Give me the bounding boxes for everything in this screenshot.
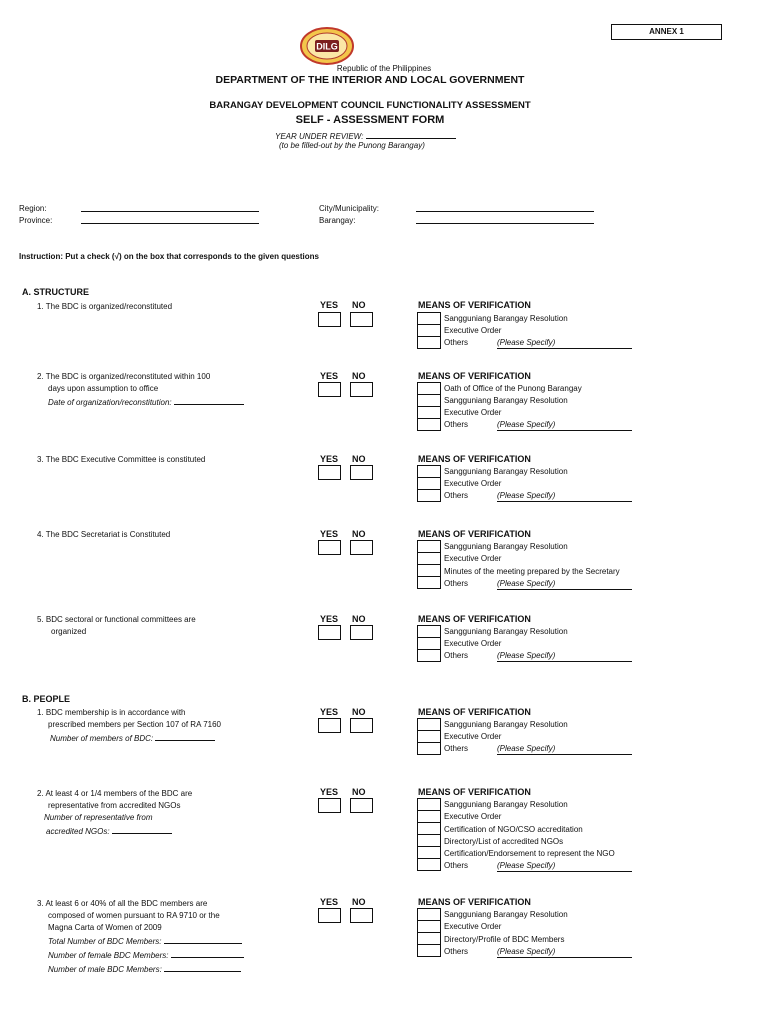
verification-option: Others [444, 338, 469, 347]
annex-label: ANNEX 1 [611, 24, 722, 40]
means-header: MEANS OF VERIFICATION [418, 371, 531, 381]
region-label: Region: [19, 204, 47, 213]
verification-checkbox[interactable] [417, 418, 441, 431]
verification-option: Sangguniang Barangay Resolution [444, 910, 568, 919]
yes-checkbox[interactable] [318, 625, 341, 640]
verification-option: Executive Order [444, 479, 502, 488]
specify-field[interactable] [497, 744, 632, 755]
please-specify: (Please Specify) [497, 651, 556, 660]
no-label: NO [352, 371, 366, 381]
barangay-label: Barangay: [319, 216, 356, 225]
specify-field[interactable] [497, 579, 632, 590]
verification-option: Sangguniang Barangay Resolution [444, 542, 568, 551]
yes-label: YES [320, 529, 339, 539]
yes-label: YES [320, 371, 339, 381]
no-checkbox[interactable] [350, 798, 373, 813]
ngo-field[interactable] [112, 824, 172, 834]
yes-label: YES [320, 787, 339, 797]
verification-option: Minutes of the meeting prepared by the Secretary [444, 567, 620, 576]
ngo-label: Number of representative from [44, 813, 153, 822]
verification-option: Oath of Office of the Punong Barangay [444, 384, 582, 393]
specify-field[interactable] [497, 420, 632, 431]
please-specify: (Please Specify) [497, 744, 556, 753]
no-checkbox[interactable] [350, 625, 373, 640]
means-header: MEANS OF VERIFICATION [418, 529, 531, 539]
question-text: prescribed members per Section 107 of RA 7160 [48, 720, 221, 729]
specify-field[interactable] [497, 338, 632, 349]
question-a3 [37, 454, 205, 466]
verification-option: Others [444, 651, 469, 660]
question-text: 2. At least 4 or 1/4 members of the BDC are [37, 789, 193, 798]
year-under-review[interactable] [275, 129, 456, 141]
male-members-field[interactable] [164, 962, 241, 972]
question-text: Magna Carta of Women of 2009 [48, 923, 162, 932]
question-text: organized [51, 627, 87, 636]
total-members-label: Total Number of BDC Members: [48, 937, 162, 946]
no-label: NO [352, 707, 366, 717]
yes-checkbox[interactable] [318, 312, 341, 327]
verification-checkbox[interactable] [417, 336, 441, 349]
verification-checkbox[interactable] [417, 649, 441, 662]
no-checkbox[interactable] [350, 465, 373, 480]
verification-checkbox[interactable] [417, 489, 441, 502]
means-header: MEANS OF VERIFICATION [418, 897, 531, 907]
yes-checkbox[interactable] [318, 382, 341, 397]
members-field-row[interactable] [37, 731, 221, 745]
year-field[interactable] [366, 129, 456, 139]
no-label: NO [352, 529, 366, 539]
date-field[interactable] [174, 395, 244, 405]
dilg-seal-icon [299, 26, 355, 66]
please-specify: (Please Specify) [497, 420, 556, 429]
no-checkbox[interactable] [350, 540, 373, 555]
question-text: representative from accredited NGOs [48, 801, 181, 810]
question-text: days upon assumption to office [48, 384, 159, 393]
question-b2 [37, 788, 192, 838]
question-text: 2. The BDC is organized/reconstituted within 100 [37, 372, 211, 381]
verification-option: Others [444, 861, 469, 870]
barangay-field[interactable] [416, 213, 594, 224]
yes-checkbox[interactable] [318, 718, 341, 733]
date-field-row[interactable] [37, 395, 244, 409]
filled-by-note: (to be filled-out by the Punong Barangay) [279, 141, 425, 150]
yes-label: YES [320, 707, 339, 717]
question-a2 [37, 371, 244, 409]
verification-option: Others [444, 420, 469, 429]
male-field-row[interactable] [37, 962, 244, 976]
date-label: Date of organization/reconstitution: [48, 398, 172, 407]
verification-option: Executive Order [444, 639, 502, 648]
province-field[interactable] [81, 213, 259, 224]
please-specify: (Please Specify) [497, 491, 556, 500]
verification-option: Others [444, 947, 469, 956]
question-a1 [37, 301, 172, 313]
verification-option: Sangguniang Barangay Resolution [444, 800, 568, 809]
region-field[interactable] [81, 201, 259, 212]
specify-field[interactable] [497, 651, 632, 662]
verification-option: Sangguniang Barangay Resolution [444, 396, 568, 405]
year-label: YEAR UNDER REVIEW: [275, 132, 364, 141]
no-checkbox[interactable] [350, 718, 373, 733]
means-header: MEANS OF VERIFICATION [418, 707, 531, 717]
no-label: NO [352, 897, 366, 907]
members-field[interactable] [155, 731, 215, 741]
yes-label: YES [320, 300, 339, 310]
yes-label: YES [320, 454, 339, 464]
question-a5 [37, 614, 196, 638]
no-checkbox[interactable] [350, 908, 373, 923]
form-title: SELF - ASSESSMENT FORM [295, 114, 445, 126]
yes-checkbox[interactable] [318, 908, 341, 923]
section-people-title: B. PEOPLE [22, 694, 71, 704]
female-field-row[interactable] [37, 948, 244, 962]
verification-checkbox[interactable] [417, 576, 441, 589]
question-text: 5. BDC sectoral or functional committees are [37, 615, 196, 624]
means-header: MEANS OF VERIFICATION [418, 454, 531, 464]
verification-option: Directory/List of accredited NGOs [444, 837, 564, 846]
verification-option: Executive Order [444, 732, 502, 741]
no-label: NO [352, 454, 366, 464]
verification-option: Directory/Profile of BDC Members [444, 935, 565, 944]
verification-option: Executive Order [444, 408, 502, 417]
verification-option: Executive Order [444, 812, 502, 821]
members-label: Number of members of BDC: [50, 734, 154, 743]
department-title: DEPARTMENT OF THE INTERIOR AND LOCAL GOVERNMENT [215, 74, 525, 86]
please-specify: (Please Specify) [497, 579, 556, 588]
section-structure-title: A. STRUCTURE [22, 287, 89, 297]
question-text: 4. The BDC Secretariat is Constituted [37, 530, 171, 539]
verification-option: Certification of NGO/CSO accreditation [444, 825, 583, 834]
please-specify: (Please Specify) [497, 338, 556, 347]
no-label: NO [352, 300, 366, 310]
verification-option: Sangguniang Barangay Resolution [444, 467, 568, 476]
no-label: NO [352, 787, 366, 797]
ngo-field-row[interactable] [37, 824, 192, 838]
question-text: 3. At least 6 or 40% of all the BDC members are [37, 899, 208, 908]
seal-text: DILG [316, 41, 338, 52]
question-a4 [37, 529, 170, 541]
verification-option: Sangguniang Barangay Resolution [444, 720, 568, 729]
ngo-label: accredited NGOs: [46, 827, 110, 836]
question-b3 [37, 898, 244, 976]
instruction: Instruction: Put a check (√) on the box that corresponds to the given questions [19, 252, 319, 261]
female-members-label: Number of female BDC Members: [48, 951, 169, 960]
specify-field[interactable] [497, 491, 632, 502]
please-specify: (Please Specify) [497, 947, 556, 956]
verification-option: Others [444, 491, 469, 500]
verification-option: Executive Order [444, 922, 502, 931]
please-specify: (Please Specify) [497, 861, 556, 870]
verification-option: Executive Order [444, 554, 502, 563]
yes-label: YES [320, 897, 339, 907]
question-text: composed of women pursuant to RA 9710 or the [48, 911, 220, 920]
specify-field[interactable] [497, 947, 632, 958]
verification-option: Others [444, 579, 469, 588]
yes-checkbox[interactable] [318, 798, 341, 813]
city-label: City/Municipality: [319, 204, 380, 213]
yes-label: YES [320, 614, 339, 624]
verification-checkbox[interactable] [417, 742, 441, 755]
question-text: 1. The BDC is organized/reconstituted [37, 302, 173, 311]
yes-checkbox[interactable] [318, 540, 341, 555]
no-checkbox[interactable] [350, 312, 373, 327]
female-members-field[interactable] [171, 948, 244, 958]
verification-option: Sangguniang Barangay Resolution [444, 627, 568, 636]
male-members-label: Number of male BDC Members: [48, 965, 162, 974]
total-members-field[interactable] [164, 934, 242, 944]
province-label: Province: [19, 216, 53, 225]
question-text: 3. The BDC Executive Committee is constituted [37, 455, 206, 464]
city-field[interactable] [416, 201, 594, 212]
means-header: MEANS OF VERIFICATION [418, 300, 531, 310]
verification-option: Others [444, 744, 469, 753]
question-text: 1. BDC membership is in accordance with [37, 708, 186, 717]
verification-option: Sangguniang Barangay Resolution [444, 314, 568, 323]
verification-option: Executive Order [444, 326, 502, 335]
specify-field[interactable] [497, 861, 632, 872]
verification-option: Certification/Endorsement to represent the NGO [444, 849, 615, 858]
no-label: NO [352, 614, 366, 624]
verification-checkbox[interactable] [417, 944, 441, 957]
means-header: MEANS OF VERIFICATION [418, 614, 531, 624]
means-header: MEANS OF VERIFICATION [418, 787, 531, 797]
no-checkbox[interactable] [350, 382, 373, 397]
verification-checkbox[interactable] [417, 858, 441, 871]
yes-checkbox[interactable] [318, 465, 341, 480]
question-b1 [37, 707, 221, 745]
total-field-row[interactable] [37, 934, 244, 948]
assessment-title: BARANGAY DEVELOPMENT COUNCIL FUNCTIONALITY ASSESSMENT [209, 100, 531, 111]
republic-line: Republic of the Philippines [336, 64, 432, 73]
